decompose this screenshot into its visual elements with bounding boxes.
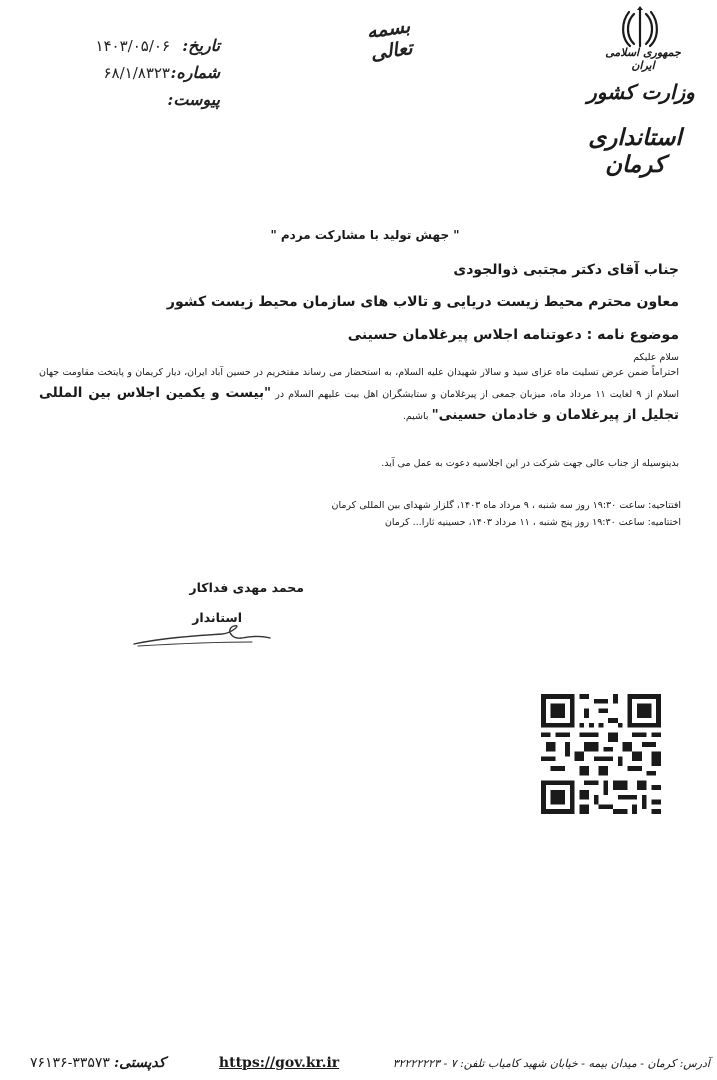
- date-label: تاریخ:: [182, 36, 220, 55]
- footer-website-link[interactable]: https://gov.kr.ir: [218, 1055, 340, 1071]
- qr-code: [541, 690, 661, 818]
- body-paragraph-end: باشیم.: [402, 411, 429, 422]
- attachment-row: [80, 90, 220, 117]
- postal-code-value: ۷۶۱۳۶-۳۳۵۷۳: [30, 1055, 110, 1071]
- greeting: سلام علیکم: [633, 352, 679, 363]
- postal-code-label: کدپستی:: [113, 1055, 166, 1071]
- recipient-name: جناب آقای دکتر مجتبی ذوالجودی: [453, 262, 679, 278]
- attachment-label: پیوست:: [167, 90, 220, 109]
- invitation-closing: بدینوسیله از جناب عالی جهت شرکت در این اجلاسیه دعوت به عمل می آید.: [381, 458, 679, 469]
- letter-footer: [30, 1050, 710, 1076]
- date-row: [80, 36, 220, 63]
- date-value: ۱۴۰۳/۰۵/۰۶: [95, 37, 170, 55]
- letter-meta: [80, 36, 220, 117]
- number-label: شماره:: [170, 63, 220, 82]
- governorate-title: استانداری کرمان: [588, 124, 682, 178]
- number-row: [80, 63, 220, 90]
- signatory-name: محمد مهدی فداکار: [189, 580, 304, 595]
- slogan: " جهش تولید با مشارکت مردم ": [270, 228, 460, 242]
- footer-postal: [30, 1055, 165, 1071]
- event-title: "بیست و یکمین اجلاس بین المللی تجلیل از پیرغلامان و خادمان حسینی": [39, 385, 679, 423]
- letter-body: [39, 362, 679, 427]
- bismillah-heading: بسمه تعالی: [365, 15, 414, 65]
- footer-address: آدرس: کرمان - میدان بیمه - خیابان شهید کامیاب تلفن: ۷ - ۳۲۲۲۲۲۲۳: [392, 1056, 710, 1070]
- opening-ceremony: افتتاحیه: ساعت ۱۹:۳۰ روز سه شنبه ، ۹ مرداد ماه ۱۴۰۳، گلزار شهدای بین المللی کرمان: [331, 500, 681, 511]
- iran-emblem-icon: [620, 6, 660, 50]
- closing-ceremony: اختتامیه: ساعت ۱۹:۳۰ روز پنج شنبه ، ۱۱ مرداد ۱۴۰۳، حسینیه ثارا... کرمان: [384, 517, 681, 528]
- signatory-title: استاندار: [192, 610, 242, 625]
- handwritten-signature: [132, 616, 272, 650]
- republic-title: جمهوری اسلامی ایران: [605, 46, 681, 72]
- ministry-title: وزارت کشور: [587, 80, 695, 104]
- letter-subject: موضوع نامه : دعوتنامه اجلاس پیرغلامان حسینی: [347, 327, 679, 343]
- body-paragraph: احتراماً ضمن عرض تسلیت ماه عزای سید و سالار شهیدان علیه السلام، به استحضار می رساند مفتخریم در حسین آباد ایران، دیار کریمان و پایتخت مقاومت جهان اسلام از ۹ لغایت ۱۱ مرداد ماه، میزبان جمعی از پیرغلامان و ستایشگران اهل بیت علیهم السلام در: [39, 367, 680, 400]
- number-value: ۶۸/۱/۸۳۲۳: [103, 64, 170, 82]
- recipient-title: معاون محترم محیط زیست دریایی و تالاب های سازمان محیط زیست کشور: [166, 294, 679, 310]
